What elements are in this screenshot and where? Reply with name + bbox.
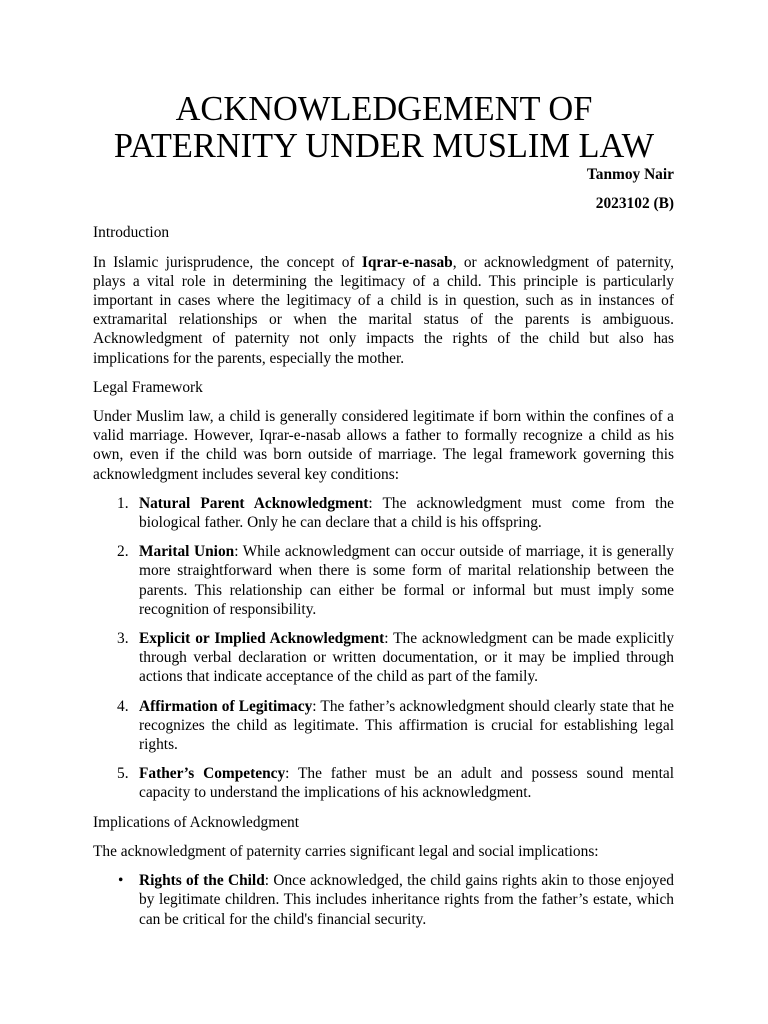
document-title: [0, 91, 768, 165]
bold-term: Marital Union: [139, 543, 235, 561]
list-item: [93, 494, 674, 532]
section-heading-introduction: Introduction: [93, 224, 170, 242]
list-item: [93, 542, 674, 619]
bold-term: Affirmation of Legitimacy: [139, 697, 313, 715]
author-name: Tanmoy Nair: [586, 166, 674, 183]
list-item-text: : The acknowledgment can be made explicitly through verbal declaration or written documentation, or it may be implied through actions that indicate acceptance of the child as part of the family.: [139, 630, 674, 686]
bullet-marker: •: [118, 872, 124, 890]
list-item-text: : The acknowledgment must come from the biological father. Only he can declare that a child is his offspring.: [139, 494, 674, 532]
paragraph-text: , or acknowledgment of paternity, plays a vital role in determining the legitimacy of a child. This principle is particularly important in cases where the legitimacy of a child is in question, such as in instances of extramarital relationships or when the marital status of the parents is ambiguous. Acknowledgment of paternity not only impacts the rights of the child but also has implications for the parents, especially the mother.: [93, 253, 674, 367]
bold-term: Father’s Competency: [139, 765, 286, 783]
list-item-text: : Once acknowledged, the child gains rights akin to those enjoyed by legitimate children. This includes inheritance rights from the father’s estate, which can be critical for the child's financial security.: [139, 872, 674, 928]
title-line-1: ACKNOWLEDGEMENT OF: [175, 90, 593, 128]
section-heading-implications: Implications of Acknowledgment: [93, 813, 300, 831]
roll-number: 2023102 (B): [595, 195, 674, 213]
list-number: 4.: [117, 697, 129, 715]
paragraph-text: In Islamic jurisprudence, the concept of: [93, 253, 362, 271]
introduction-paragraph: [93, 253, 674, 368]
list-item-text: : The father must be an adult and possess sound mental capacity to understand the implications of his acknowledgment.: [139, 765, 674, 802]
document-body: [93, 165, 674, 939]
conditions-list: [93, 494, 674, 803]
implications-list: [93, 871, 674, 929]
bold-term: Rights of the Child: [139, 872, 265, 890]
title-line-2: PATERNITY UNDER MUSLIM LAW: [113, 127, 655, 165]
list-number: 1.: [117, 494, 129, 512]
bold-term: Iqrar-e-nasab: [361, 253, 453, 271]
legal-framework-paragraph: Under Muslim law, a child is generally considered legitimate if born within the confines of a valid marriage. However, Iqrar-e-nasab allows a father to formally recognize a child as his own, even if the child was born outside of marriage. The legal framework governing this acknowledgment includes several key conditions:: [93, 408, 674, 483]
list-item-text: : While acknowledgment can occur outside of marriage, it is generally more straightforward when there is some form of marital relationship between the parents. This relationship can either be formal or informal but must imply some recognition of responsibility.: [139, 543, 674, 618]
implications-paragraph: The acknowledgment of paternity carries significant legal and social implications:: [93, 842, 599, 860]
list-item: [93, 697, 674, 755]
list-item: [93, 629, 674, 687]
bold-term: Explicit or Implied Acknowledgment: [139, 630, 385, 648]
list-item: [93, 871, 674, 929]
list-number: 3.: [117, 630, 129, 648]
list-number: 2.: [117, 543, 129, 561]
section-heading-legal-framework: Legal Framework: [93, 378, 203, 396]
list-item: [93, 764, 674, 802]
list-item-text: : The father’s acknowledgment should clearly state that he recognizes the child as legitimate. This affirmation is crucial for establishing legal rights.: [139, 697, 674, 754]
bold-term: Natural Parent Acknowledgment: [139, 494, 369, 512]
list-number: 5.: [117, 765, 129, 783]
